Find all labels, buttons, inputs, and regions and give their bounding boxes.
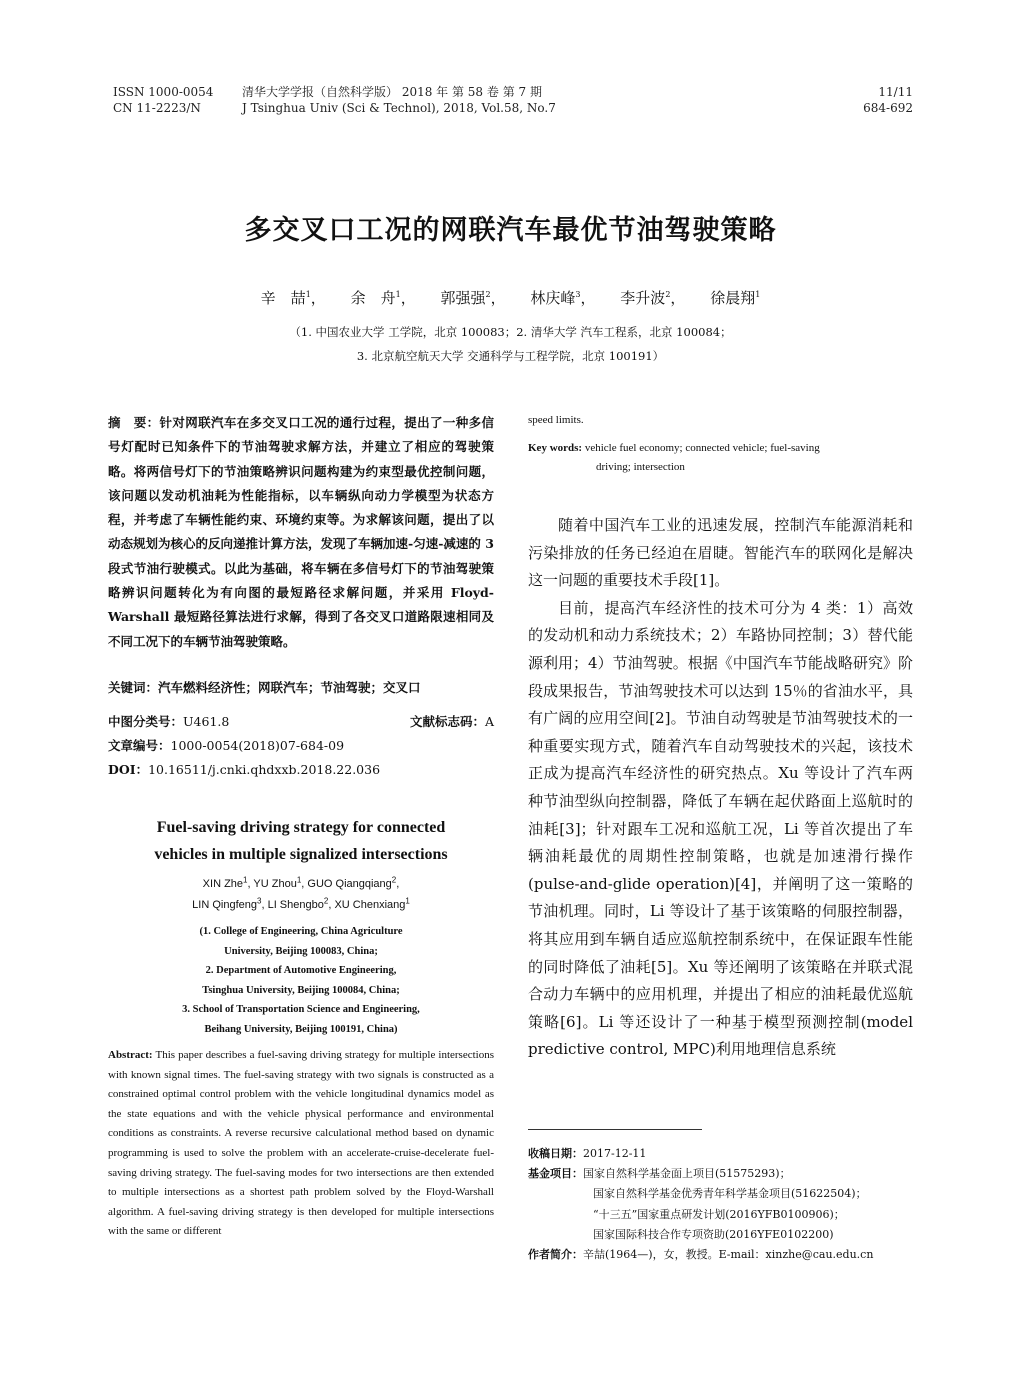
cn-number: CN 11-2223/N <box>113 101 201 115</box>
header-issn-block <box>113 84 213 116</box>
author-list <box>0 287 1021 308</box>
author: 徐晨翔$^1$ <box>710 289 761 307</box>
body-text <box>528 512 913 1064</box>
funding: 基金项目：国家自然科学基金面上项目(51575293)； 国家自然科学基金优秀青年科学基金项目(51622504)； “十三五”国家重点研发计划(2016YFB0100906)； 国家国际科技合作专项资助(2016YFE0102200) <box>528 1167 867 1241</box>
author: 辛 喆$^1$， <box>260 289 326 307</box>
body-paragraph: 目前，提高汽车经济性的技术可分为 4 类：1）高效的发动机和动力系统技术；2）车路协同控制；3）替代能源利用；4）节油驾驶。根据《中国汽车节能战略研究》阶段成果报告，节油驾驶技术可以达到 15％的省油水平，具有广阔的应用空间[2]。节油自动驾驶是节油驾驶技术的一种重要实现方式，随着汽车自动驾驶技术的兴起，该技术正成为提高汽车经济性的研究热点。Xu 等设计了汽车两种节油型纵向控制器，降低了车辆在起伏路面上巡航时的油耗[3]；针对跟车工况和巡航工况，Li 等首次提出了车辆油耗最优的周期性控制策略，也就是加速滑行操作(pulse-and-glide operation)[4]，并阐明了这一策略的节油机理。同时，Li 等设计了基于该策略的伺服控制器，将其应用到车辆自适应巡航控制系统中，在保证跟车性能的同时降低了油耗[5]。Xu 等还阐明了该策略在并联式混合动力车辆中的应用机理，并提出了相应的油耗最优巡航策略[6]。Li 等还设计了一种基于模型预测控制(model predictive control, MPC)利用地理信息系统 <box>528 598 913 1059</box>
english-affiliations: (1. College of Engineering, China Agriculture University, Beijing 100083, China; 2. Department of Automotive Engineering, Tsinghua University, Beijing 100084, China; 3. School of Transportation Science and Engineering, Beihang University, Beijing 100191, China) <box>182 926 420 1035</box>
body-paragraph: 随着中国汽车工业的迅速发展，控制汽车能源消耗和污染排放的任务已经迫在眉睫。智能汽车的联网化是解决这一问题的重要技术手段[1]。 <box>528 516 913 590</box>
author: 李升波$^2$， <box>620 289 686 307</box>
header-page-block <box>863 84 913 116</box>
journal-name-cn: 清华大学学报（自然科学版） 2018 年 第 58 卷 第 7 期 <box>242 85 542 99</box>
english-authors: XIN Zhe$^1$, YU Zhou$^1$, GUO Qiangqiang$^2$, LIN Qingfeng$^3$, LI Shengbo$^2$, XU Chenxiang$^1$ <box>192 875 410 911</box>
abstract-en-text: This paper describes a fuel-saving driving strategy for multiple intersections with known signal times. The fuel-saving strategy with two signals is constructed as a constrained optimal control problem with the vehicle longitudinal dynamics model as the state equations and with the vehicle physical performance and environmental conditions as constraints. A reverse recursive calculational method based on dynamic programming is used to solve the problem with an accelerate-cruise-decelerate fuel-saving driving strategy. The fuel-saving modes for two intersections are then extended to multiple intersections as a shortest path problem solved by the Floyd-Warshall algorithm. A fuel-saving driving strategy is then developed for multiple intersections with the same or different <box>108 1049 494 1238</box>
header-journal-block <box>242 84 556 116</box>
footnote <box>528 1144 913 1265</box>
received-date: 收稿日期：2017-12-11 <box>528 1147 647 1160</box>
page-range: 684-692 <box>863 101 913 115</box>
author: 林庆峰$^3$， <box>530 289 596 307</box>
affiliations: （1. 中国农业大学 工学院，北京 100083；2. 清华大学 汽车工程系，北京 100084； 3. 北京航空航天大学 交通科学与工程学院，北京 100191） <box>289 325 732 363</box>
issue-number: 11/11 <box>878 85 913 99</box>
doi-link[interactable]: 10.16511/j.cnki.qhdxxb.2018.22.036 <box>148 762 381 777</box>
article-number-row: 文章编号：1000-0054(2018)07-684-09 <box>108 738 345 753</box>
abstract-cn-text: 针对网联汽车在多交叉口工况的通行过程，提出了一种多信号灯配时已知条件下的节油驾驶求解方法，并建立了相应的驾驶策略。将两信号灯下的节油策略辨识问题构建为约束型最优控制问题，该问题以发动机油耗为性能指标，以车辆纵向动力学模型为状态方程，并考虑了车辆性能约束、环境约束等。为求解该问题，提出了以动态规划为核心的反向递推计算方法，发现了车辆加速-匀速-减速的 3 段式节油行驶模式。以此为基础，将车辆在多信号灯下的节油驾驶策略辨识问题转化为有向图的最短路径求解问题，并采用 Floyd-Warshall 最短路径算法进行求解，得到了各交叉口道路限速相同及不同工况下的车辆节油驾驶策略。 <box>108 415 494 649</box>
author: 余 舟$^1$， <box>350 289 416 307</box>
english-title: Fuel-saving driving strategy for connected vehicles in multiple signalized intersections <box>154 819 448 863</box>
abstract-cn <box>108 411 494 654</box>
author-bio: 作者简介：辛喆(1964—)，女，教授。E-mail：xinzhe@cau.edu.cn <box>528 1248 874 1262</box>
footnote-divider <box>528 1129 702 1130</box>
journal-name-en: J Tsinghua Univ (Sci & Technol), 2018, Vol.58, No.7 <box>242 101 556 115</box>
issn: ISSN 1000-0054 <box>113 85 214 99</box>
paper-title: 多交叉口工况的网联汽车最优节油驾驶策略 <box>244 215 777 246</box>
classification-row: 中图分类号：U461.8 文献标志码：A <box>108 714 494 729</box>
keywords-cn: 关键词：汽车燃料经济性；网联汽车；节油驾驶；交叉口 <box>108 680 421 695</box>
doi-row: DOI：10.16511/j.cnki.qhdxxb.2018.22.036 <box>108 762 381 777</box>
abstract-en-label: Abstract: <box>108 1049 153 1061</box>
keywords-en: Key words: vehicle fuel economy; connected vehicle; fuel-saving driving; intersection <box>528 442 820 473</box>
abstract-en-continuation: speed limits. <box>528 414 584 426</box>
article-meta <box>108 710 494 782</box>
author: 郭强强$^2$， <box>440 289 506 307</box>
abstract-cn-label: 摘 要： <box>108 415 160 430</box>
abstract-en <box>108 1046 494 1242</box>
